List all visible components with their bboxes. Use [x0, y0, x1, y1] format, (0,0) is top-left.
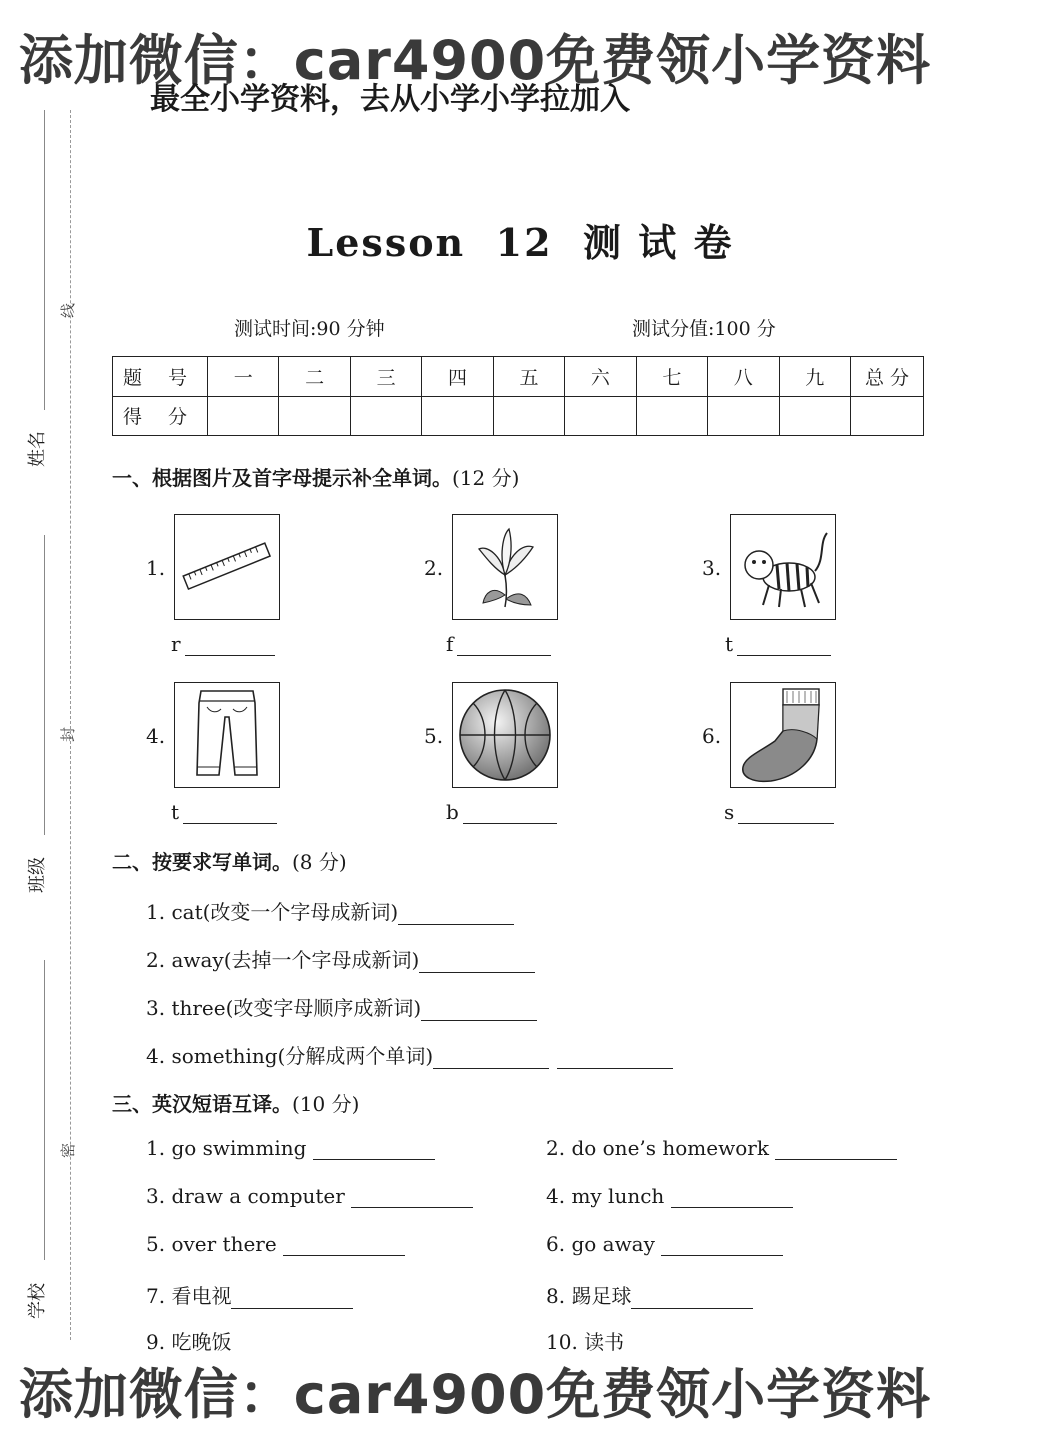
item-number: 3.	[702, 556, 722, 580]
score-cell: 六	[565, 357, 636, 397]
score-cell: 八	[708, 357, 779, 397]
item-number: 2.	[424, 556, 444, 580]
score-input-cell[interactable]	[208, 396, 279, 436]
blank-rule	[183, 805, 277, 824]
question-text: 1. cat(改变一个字母成新词)	[146, 900, 399, 924]
blank-rule	[231, 1290, 353, 1309]
phrase-text: 8. 踢足球	[546, 1284, 632, 1308]
score-input-cell[interactable]	[279, 396, 350, 436]
answer-blank-1[interactable]	[171, 632, 275, 656]
blank-rule	[433, 1050, 549, 1069]
score-input-cell[interactable]	[350, 396, 421, 436]
question-text: 3. three(改变字母顺序成新词)	[146, 996, 422, 1020]
phrase-item[interactable]	[146, 1136, 435, 1160]
tiger-icon	[730, 514, 836, 620]
test-time: 测试时间:90 分钟	[234, 318, 385, 340]
blank-rule	[661, 1237, 783, 1256]
phrase-text: 3. draw a computer	[146, 1184, 345, 1208]
margin-label-name: 姓名	[27, 431, 48, 467]
item-number: 6.	[702, 724, 722, 748]
score-cell: 题 号	[113, 357, 208, 397]
phrase-item[interactable]	[146, 1184, 473, 1208]
hint-letter: f	[446, 632, 454, 656]
question-line[interactable]	[146, 944, 535, 973]
hint-letter: t	[725, 632, 734, 656]
test-score: 测试分值:100 分	[632, 318, 776, 340]
score-input-cell[interactable]	[779, 396, 851, 436]
phrase-text: 4. my lunch	[546, 1184, 665, 1208]
score-cell: 九	[779, 357, 851, 397]
ball-icon	[452, 682, 558, 788]
blank-rule	[775, 1141, 897, 1160]
hint-letter: r	[171, 632, 181, 656]
score-table-score-row	[113, 396, 924, 436]
margin-line-3	[44, 960, 45, 1260]
score-cell: 四	[422, 357, 493, 397]
section1-title: 一、根据图片及首字母提示补全单词。	[112, 466, 452, 490]
item-number: 1.	[146, 556, 166, 580]
score-cell: 七	[636, 357, 707, 397]
margin-label-seal: 封	[59, 726, 78, 743]
phrase-item[interactable]	[146, 1280, 353, 1309]
blank-rule	[185, 637, 275, 656]
blank-rule	[737, 637, 831, 656]
score-input-cell[interactable]	[636, 396, 707, 436]
question-line[interactable]	[146, 992, 537, 1021]
question-text: 2. away(去掉一个字母成新词)	[146, 948, 420, 972]
phrase-text: 2. do one’s homework	[546, 1136, 769, 1160]
score-table-header-row	[113, 357, 924, 397]
item-number: 4.	[146, 724, 166, 748]
phrase-item[interactable]	[146, 1232, 405, 1256]
margin-label-school: 学校	[27, 1283, 48, 1319]
margin-label-class: 班级	[27, 857, 48, 893]
hint-letter: t	[171, 800, 180, 824]
blank-rule	[463, 805, 557, 824]
score-table	[112, 356, 924, 436]
clipped-header-text: 最全小学资料，去从小学小学拉加入	[150, 82, 630, 117]
blank-rule	[671, 1189, 793, 1208]
blank-rule	[421, 1002, 537, 1021]
phrase-text: 9. 吃晚饭	[146, 1330, 232, 1354]
section1-heading	[112, 462, 519, 491]
hint-letter: b	[446, 800, 459, 824]
score-cell: 五	[493, 357, 564, 397]
answer-blank-4[interactable]	[171, 800, 277, 824]
phrase-item[interactable]	[546, 1184, 793, 1208]
margin-line-2	[44, 535, 45, 835]
score-cell: 三	[350, 357, 421, 397]
top-watermark-banner: 添加微信：car4900免费领小学资料	[18, 29, 932, 92]
question-line[interactable]	[146, 896, 514, 925]
phrase-item[interactable]	[546, 1280, 753, 1309]
score-input-cell[interactable]	[851, 396, 924, 436]
answer-blank-3[interactable]	[725, 632, 831, 656]
score-cell: 得 分	[113, 396, 208, 436]
phrase-text: 7. 看电视	[146, 1284, 232, 1308]
score-cell: 二	[279, 357, 350, 397]
section3-points: (10 分)	[292, 1092, 360, 1116]
hint-letter: s	[724, 800, 735, 824]
sock-icon	[730, 682, 836, 788]
phrase-item	[546, 1326, 624, 1355]
margin-label-line: 线	[59, 302, 78, 319]
section2-points: (8 分)	[292, 850, 347, 874]
answer-blank-5[interactable]	[446, 800, 557, 824]
phrase-text: 1. go swimming	[146, 1136, 307, 1160]
question-line[interactable]	[146, 1040, 673, 1069]
blank-rule	[313, 1141, 435, 1160]
blank-rule	[398, 906, 514, 925]
question-text: 4. something(分解成两个单词)	[146, 1044, 434, 1068]
blank-rule	[557, 1050, 673, 1069]
blank-rule	[283, 1237, 405, 1256]
score-cell: 一	[208, 357, 279, 397]
phrase-text: 10. 读书	[546, 1330, 625, 1354]
item-number: 5.	[424, 724, 444, 748]
phrase-text: 5. over there	[146, 1232, 277, 1256]
phrase-item[interactable]	[546, 1136, 897, 1160]
phrase-text: 6. go away	[546, 1232, 655, 1256]
trousers-icon	[174, 682, 280, 788]
flower-icon	[452, 514, 558, 620]
score-input-cell[interactable]	[493, 396, 564, 436]
margin-label-secret: 密	[59, 1142, 78, 1159]
phrase-item	[146, 1326, 231, 1355]
score-input-cell[interactable]	[565, 396, 636, 436]
blank-rule	[738, 805, 834, 824]
section3-title: 三、英汉短语互译。	[112, 1092, 292, 1116]
section2-title: 二、按要求写单词。	[112, 850, 292, 874]
section1-points: (12 分)	[452, 466, 520, 490]
score-cell: 总 分	[851, 357, 924, 397]
blank-rule	[457, 637, 551, 656]
section3-heading	[112, 1088, 359, 1117]
answer-blank-6[interactable]	[724, 800, 834, 824]
bottom-watermark-banner: 添加微信：car4900免费领小学资料	[18, 1363, 932, 1426]
cutoff-row	[146, 1326, 846, 1354]
ruler-icon	[174, 514, 280, 620]
section2-heading	[112, 846, 347, 875]
blank-rule	[351, 1189, 473, 1208]
phrase-item[interactable]	[546, 1232, 783, 1256]
score-input-cell[interactable]	[422, 396, 493, 436]
blank-rule	[631, 1290, 753, 1309]
blank-rule	[419, 954, 535, 973]
answer-blank-2[interactable]	[446, 632, 551, 656]
clipped-header-strip	[150, 82, 850, 118]
score-input-cell[interactable]	[708, 396, 779, 436]
page-title: Lesson 12 测 试 卷	[306, 220, 734, 265]
